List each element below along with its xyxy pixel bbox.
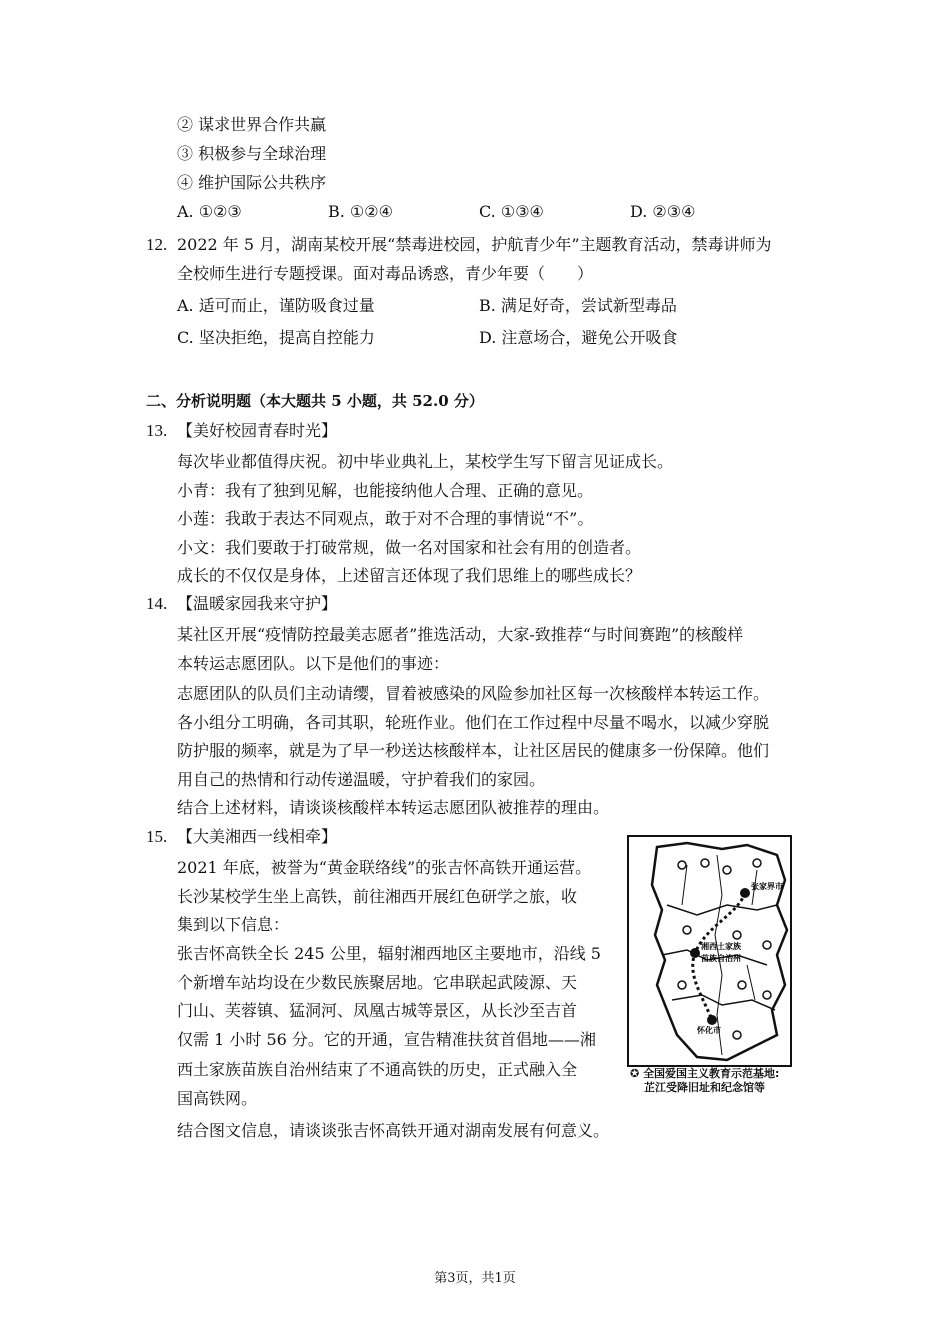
q13-line: 小莲：我敢于表达不同观点，敢于对不合理的事情说“不”。: [177, 509, 594, 528]
town-marker: [753, 859, 761, 867]
map-caption-line1: [630, 1067, 779, 1081]
q14-title: 【温暖家园我来守护】: [177, 594, 338, 613]
q12-option-c: C. 坚决拒绝，提高自控能力: [177, 328, 375, 347]
q14-line: 志愿团队的队员们主动请缨，冒着被感染的风险参加社区每一次核酸样本转运工作。: [177, 684, 770, 703]
q15-question: 结合图文信息，请谈谈张吉怀高铁开通对湖南发展有何意义。: [177, 1121, 610, 1140]
map-svg: [627, 835, 792, 1067]
q11-option-a: A. ①②③: [177, 202, 242, 221]
q12-stem-line2: 全校师生进行专题授课。面对毒品诱惑，青少年要（ ）: [177, 264, 594, 283]
label-zhangjiajie: 张家界市: [751, 882, 783, 891]
q11-option-d: D. ②③④: [630, 202, 696, 221]
q15-number: 15.: [146, 827, 168, 846]
q13-line: 小文：我们要敢于打破常规，做一名对国家和社会有用的创造者。: [177, 538, 642, 557]
q13-title: 【美好校园青春时光】: [177, 421, 338, 440]
town-marker: [763, 991, 771, 999]
q11-item-2: ② 谋求世界合作共赢: [177, 115, 327, 134]
town-marker: [723, 866, 731, 874]
town-marker: [733, 1031, 741, 1039]
q15-line: 西土家族苗族自治州结束了不通高铁的历史，正式融入全: [177, 1060, 578, 1079]
town-marker: [678, 981, 686, 989]
jishou-dot: [690, 948, 700, 958]
q15-line: 长沙某校学生坐上高铁，前往湘西开展红色研学之旅，收: [177, 887, 578, 906]
q15-title: 【大美湘西一线相牵】: [177, 827, 338, 846]
q11-option-c: C. ①③④: [479, 202, 544, 221]
q14-line: 防护服的频率，就是为了早一秒送达核酸样本，让社区居民的健康多一份保障。他们: [177, 741, 770, 760]
q15-line: 仅需 1 小时 56 分。它的开通，宣告精准扶贫首倡地——湘: [177, 1030, 596, 1049]
q12-option-b: B. 满足好奇，尝试新型毒品: [479, 296, 677, 315]
star-icon: ✪: [630, 1067, 640, 1080]
q13-line: 小青：我有了独到见解，也能接纳他人合理、正确的意见。: [177, 481, 594, 500]
map-caption-line2: 芷江受降旧址和纪念馆等: [644, 1081, 765, 1094]
map-caption-text1: 全国爱国主义教育示范基地:: [643, 1067, 780, 1080]
town-marker: [763, 941, 771, 949]
q14-line: 各小组分工明确，各司其职，轮班作业。他们在工作过程中尽量不喝水，以减少穿脱: [177, 713, 770, 732]
q12-number: 12.: [146, 235, 168, 254]
q15-line: 2021 年底，被誉为“黄金联络线”的张吉怀高铁开通运营。: [177, 858, 592, 877]
label-xiangxi-2: 苗族自治州: [701, 954, 741, 963]
q12-stem-line1: 2022 年 5 月，湖南某校开展“禁毒进校园，护航青少年”主题教育活动，禁毒讲师为: [177, 235, 772, 254]
q12-option-a: A. 适可而止，谨防吸食过量: [177, 296, 375, 315]
q11-item-3: ③ 积极参与全球治理: [177, 144, 327, 163]
q15-line: 集到以下信息：: [177, 915, 290, 934]
label-xiangxi-1: 湘西土家族: [701, 942, 741, 951]
town-marker: [733, 931, 741, 939]
town-marker: [701, 859, 709, 867]
xiangxi-railway-map: [627, 835, 792, 1067]
q14-line: 本转运志愿团队。以下是他们的事迹：: [177, 654, 450, 673]
q11-item-4: ④ 维护国际公共秩序: [177, 173, 327, 192]
map-caption: [630, 1067, 779, 1095]
q13-number: 13.: [146, 421, 168, 440]
q15-line: 国高铁网。: [177, 1089, 258, 1108]
town-marker: [683, 926, 691, 934]
q13-question: 成长的不仅仅是身体，上述留言还体现了我们思维上的哪些成长？: [177, 566, 642, 585]
q14-line: 用自己的热情和行动传递温暖，守护着我们的家园。: [177, 770, 546, 789]
page-footer: 第3页，共1页: [434, 1271, 516, 1286]
q12-option-d: D. 注意场合，避免公开吸食: [479, 328, 678, 347]
huaihua-dot: [707, 1015, 717, 1025]
q15-line: 个新增车站均设在少数民族聚居地。它串联起武陵源、天: [177, 973, 578, 992]
q14-number: 14.: [146, 594, 168, 613]
label-huaihua: 怀化市: [697, 1026, 721, 1035]
q13-line: 每次毕业都值得庆祝。初中毕业典礼上，某校学生写下留言见证成长。: [177, 452, 674, 471]
q11-option-b: B. ①②④: [328, 202, 393, 221]
q15-line: 门山、芙蓉镇、猛洞河、凤凰古城等景区，从长沙至吉首: [177, 1001, 578, 1020]
section-heading: 二、分析说明题（本大题共 5 小题，共 52.0 分）: [146, 392, 484, 410]
q15-line: 张吉怀高铁全长 245 公里，辐射湘西地区主要地市，沿线 5: [177, 944, 601, 963]
q14-line: 某社区开展“疫情防控最美志愿者”推选活动，大家-致推荐“与时间赛跑”的核酸样: [177, 625, 744, 644]
town-marker: [678, 861, 686, 869]
town-marker: [738, 981, 746, 989]
zhangjiajie-dot: [740, 888, 750, 898]
q14-question: 结合上述材料，请谈谈核酸样本转运志愿团队被推荐的理由。: [177, 798, 610, 817]
